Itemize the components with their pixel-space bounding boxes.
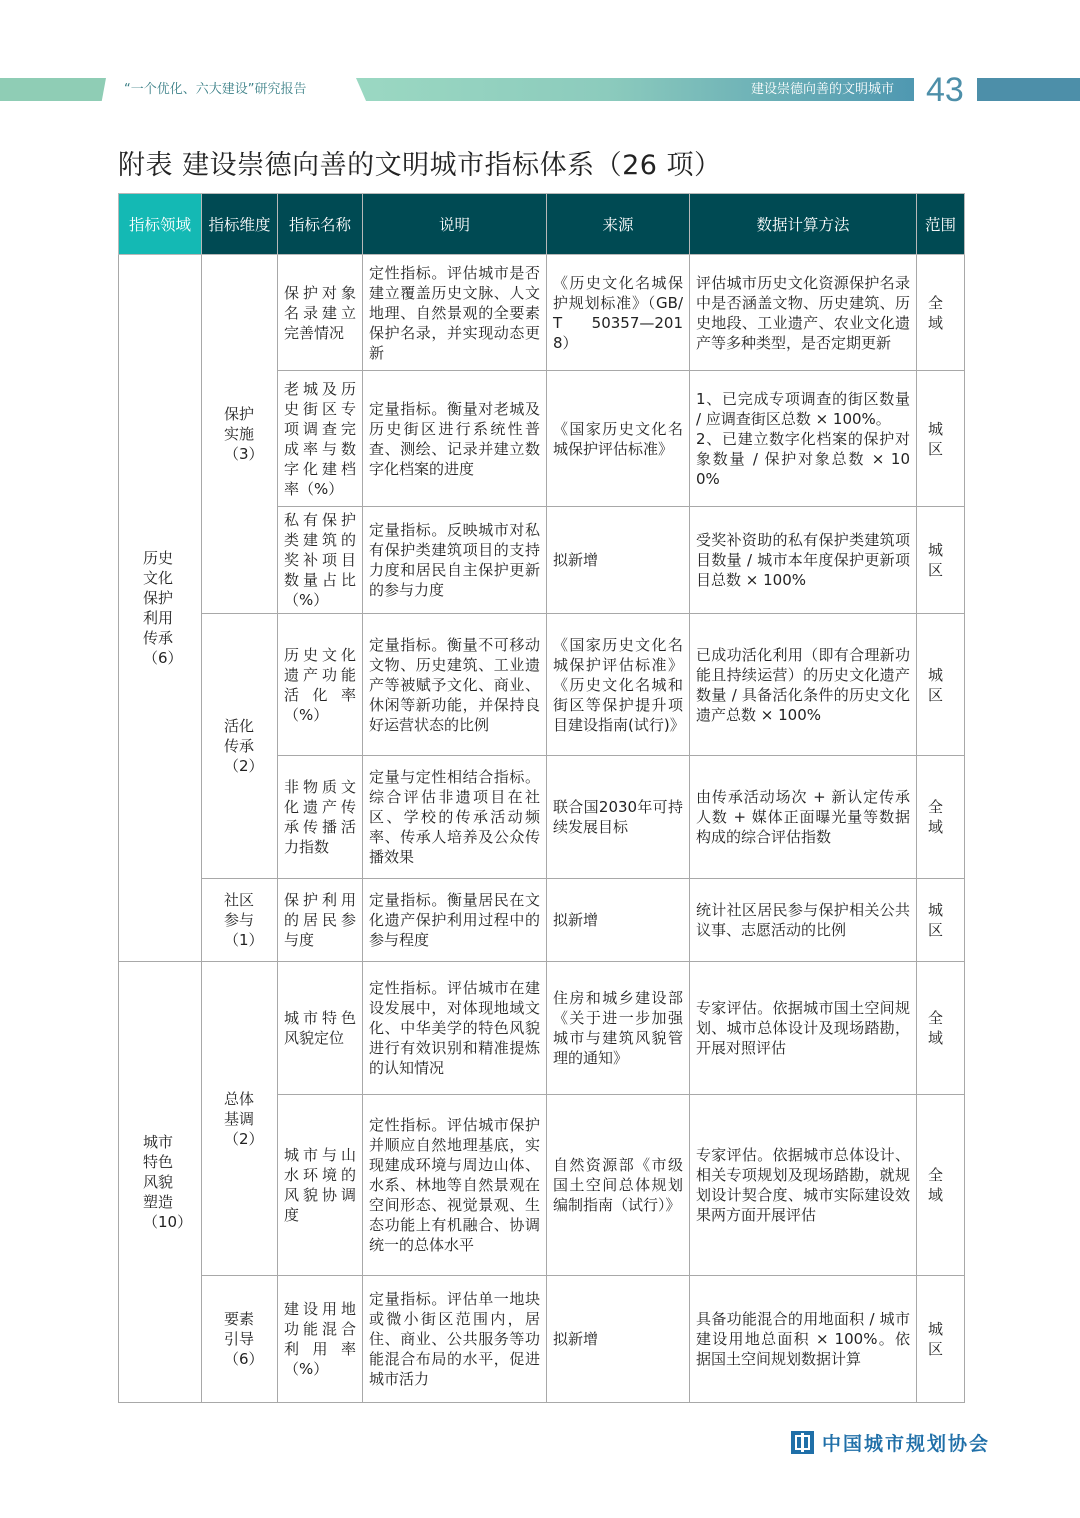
cell-name: 保护对象名录建立完善情况: [278, 255, 363, 371]
cell-domain: 历史 文化 保护 利用 传承 （6）: [119, 255, 202, 962]
table-header-row: [119, 194, 965, 255]
cell-method: 受奖补资助的私有保护类建筑项目数量 / 城市本年度保护更新项目总数 × 100%: [690, 507, 917, 614]
cell-source: 住房和城乡建设部《关于进一步加强城市与建筑风貌管理的通知》: [547, 962, 690, 1095]
cell-description: 定量指标。衡量不可移动文物、历史建筑、工业遗产等被赋予文化、商业、休闲等新功能，并保持良好运营状态的比例: [363, 614, 547, 756]
cell-method: 专家评估。依据城市总体设计、相关专项规划及现场踏勘，就规划设计契合度、城市实际建设效果两方面开展评估: [690, 1095, 917, 1276]
header-band-right: [977, 78, 1080, 101]
table-row: [119, 879, 965, 962]
page-title: 附表 建设崇德向善的文明城市指标体系（26 项）: [118, 150, 722, 181]
cell-description: 定量与定性相结合指标。综合评估非遗项目在社区、学校的传承活动频率、传承人培养及公众传播效果: [363, 756, 547, 879]
chapter-title: 建设崇德向善的文明城市: [750, 82, 894, 97]
column-header: 说明: [363, 194, 547, 255]
cell-method: 专家评估。依据城市国土空间规划、城市总体设计及现场踏勘，开展对照评估: [690, 962, 917, 1095]
report-name: “一个优化、六大建设”研究报告: [124, 82, 307, 97]
cell-description: 定量指标。评估单一地块或微小街区范围内，居住、商业、公共服务等功能混合布局的水平，促进城市活力: [363, 1276, 547, 1403]
association-logo: [791, 1429, 990, 1456]
column-header: 数据计算方法: [690, 194, 917, 255]
cell-scope: 全 域: [917, 1095, 965, 1276]
cell-dimension: 要素 引导 （6）: [202, 1276, 278, 1403]
cell-method: 评估城市历史文化资源保护名录中是否涵盖文物、历史建筑、历史地段、工业遗产、农业文化遗产等多种类型，是否定期更新: [690, 255, 917, 371]
indicator-table: [118, 193, 965, 1403]
table-row: [119, 614, 965, 756]
column-header: 来源: [547, 194, 690, 255]
cell-method: 具备功能混合的用地面积 / 城市建设用地总面积 × 100%。依据国土空间规划数据计算: [690, 1276, 917, 1403]
cell-scope: 城 区: [917, 507, 965, 614]
cell-description: 定性指标。评估城市保护并顺应自然地理基底，实现建成环境与周边山体、水系、林地等自然景观在空间形态、视觉景观、生态功能上有机融合、协调统一的总体水平: [363, 1095, 547, 1276]
cell-dimension: 社区 参与 （1）: [202, 879, 278, 962]
logo-text: 中国城市规划协会: [822, 1433, 991, 1455]
cell-method: 1、已完成专项调查的街区数量 / 应调查街区总数 × 100%。 2、已建立数字化档案的保护对象数量 / 保护对象总数 × 100%: [690, 371, 917, 507]
cell-description: 定性指标。评估城市是否建立覆盖历史文脉、人文地理、自然景观的全要素保护名录，并实现动态更新: [363, 255, 547, 371]
cell-name: 保护利用的居民参与度: [278, 879, 363, 962]
cell-description: 定量指标。反映城市对私有保护类建筑项目的支持力度和居民自主保护更新的参与力度: [363, 507, 547, 614]
cell-name: 建设用地功能混合利用率（%）: [278, 1276, 363, 1403]
cell-scope: 城 区: [917, 1276, 965, 1403]
cell-description: 定量指标。衡量居民在文化遗产保护利用过程中的参与程度: [363, 879, 547, 962]
logo-mark-icon: [791, 1431, 814, 1454]
cell-scope: 全 域: [917, 756, 965, 879]
cell-dimension: 总体 基调 （2）: [202, 962, 278, 1276]
cell-source: 《历史文化名城保护规划标准》（GB/T 50357—2018）: [547, 255, 690, 371]
cell-method: 由传承活动场次 + 新认定传承人数 + 媒体正面曝光量等数据构成的综合评估指数: [690, 756, 917, 879]
cell-description: 定量指标。衡量对老城及历史街区进行系统性普查、测绘、记录并建立数字化档案的进度: [363, 371, 547, 507]
cell-name: 城市特色风貌定位: [278, 962, 363, 1095]
cell-source: 联合国2030年可持续发展目标: [547, 756, 690, 879]
cell-scope: 城 区: [917, 879, 965, 962]
cell-source: 《国家历史文化名城保护评估标准》《历史文化名城和街区等保护提升项目建设指南(试行)》: [547, 614, 690, 756]
cell-dimension: 保护 实施 （3）: [202, 255, 278, 614]
cell-dimension: 活化 传承 （2）: [202, 614, 278, 879]
cell-name: 历史文化遗产功能活化率（%）: [278, 614, 363, 756]
cell-description: 定性指标。评估城市在建设发展中，对体现地域文化、中华美学的特色风貌进行有效识别和精准提炼的认知情况: [363, 962, 547, 1095]
table-row: [119, 962, 965, 1095]
cell-name: 私有保护类建筑的奖补项目数量占比（%）: [278, 507, 363, 614]
cell-method: 已成功活化利用（即有合理新功能且持续运营）的历史文化遗产数量 / 具备活化条件的历史文化遗产总数 × 100%: [690, 614, 917, 756]
cell-name: 老城及历史街区专项调查完成率与数字化建档率（%）: [278, 371, 363, 507]
column-header: 指标领域: [119, 194, 202, 255]
cell-scope: 全 域: [917, 962, 965, 1095]
page-number: 43: [926, 71, 964, 109]
column-header: 范围: [917, 194, 965, 255]
cell-name: 城市与山水环境的风貌协调度: [278, 1095, 363, 1276]
cell-source: 拟新增: [547, 507, 690, 614]
cell-source: 拟新增: [547, 1276, 690, 1403]
column-header: 指标维度: [202, 194, 278, 255]
column-header: 指标名称: [278, 194, 363, 255]
cell-scope: 城 区: [917, 371, 965, 507]
header-band-left: [0, 78, 106, 101]
cell-method: 统计社区居民参与保护相关公共议事、志愿活动的比例: [690, 879, 917, 962]
cell-domain: 城市 特色 风貌 塑造 （10）: [119, 962, 202, 1403]
cell-scope: 城 区: [917, 614, 965, 756]
table-row: [119, 1276, 965, 1403]
cell-source: 拟新增: [547, 879, 690, 962]
cell-name: 非物质文化遗产传承传播活力指数: [278, 756, 363, 879]
table-row: [119, 255, 965, 371]
cell-source: 自然资源部《市级国土空间总体规划编制指南（试行）》: [547, 1095, 690, 1276]
cell-source: 《国家历史文化名城保护评估标准》: [547, 371, 690, 507]
cell-scope: 全 域: [917, 255, 965, 371]
